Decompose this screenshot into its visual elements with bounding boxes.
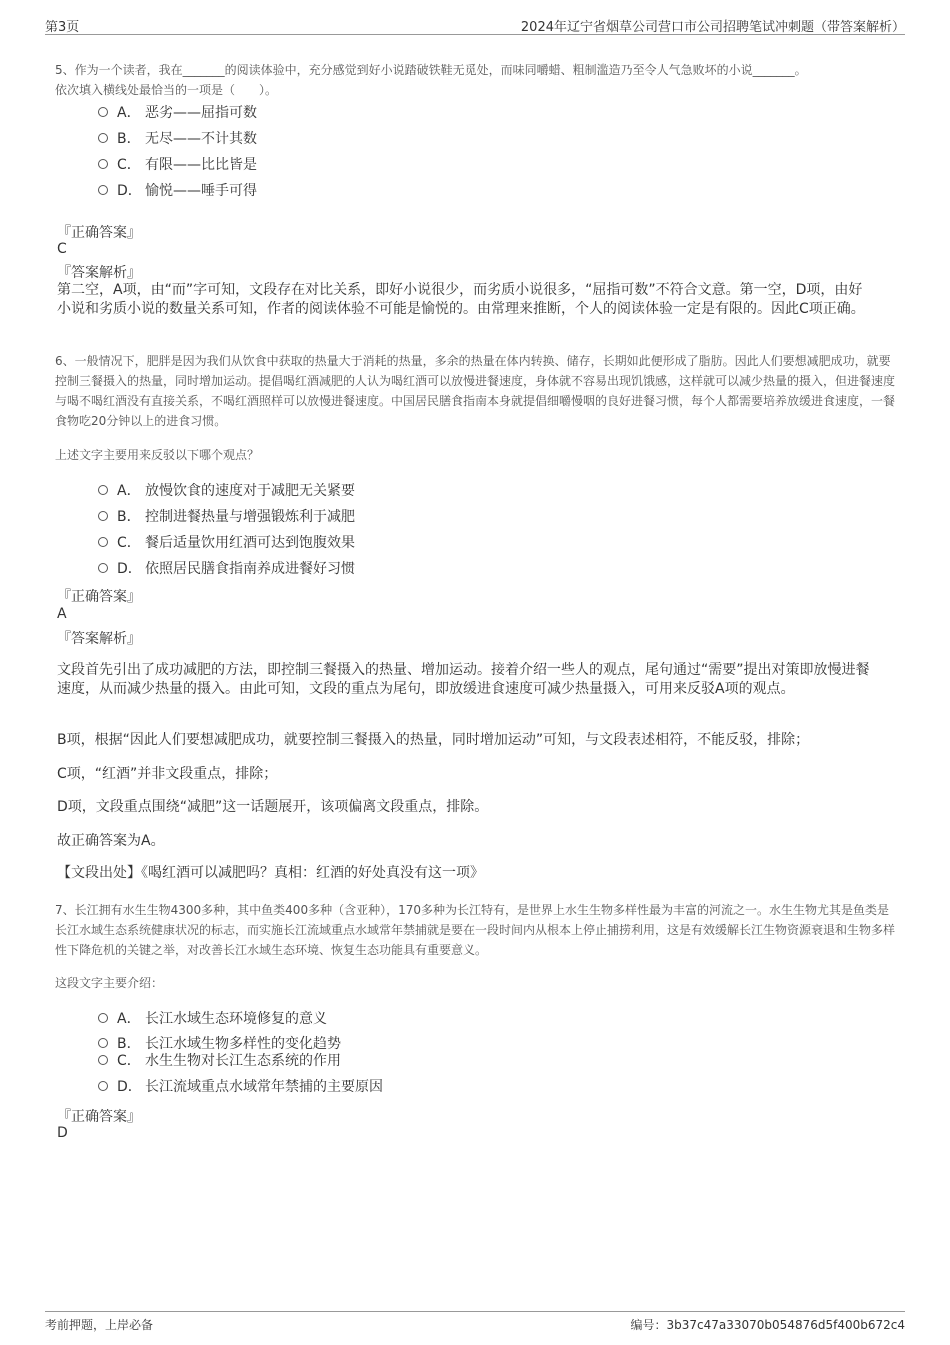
q5-option-a[interactable]: A． 恶劣——屈指可数 <box>98 104 257 122</box>
q7-option-a[interactable]: A． 长江水域生态环境修复的意义 <box>98 1010 327 1028</box>
q6-option-a[interactable]: A． 放慢饮食的速度对于减肥无关紧要 <box>98 482 355 500</box>
q6-prompt: 上述文字主要用来反驳以下哪个观点？ <box>55 448 260 462</box>
q7-answer-label: 『正确答案』 <box>57 1109 141 1125</box>
q5-option-b[interactable]: B． 无尽——不计其数 <box>98 130 257 148</box>
q5-option-c[interactable]: C． 有限——比比皆是 <box>98 156 257 174</box>
radio-icon[interactable] <box>98 485 108 495</box>
q5-answer: C <box>57 241 67 257</box>
radio-icon[interactable] <box>98 159 108 169</box>
q7-answer: D <box>57 1125 68 1141</box>
q5-answer-label: 『正确答案』 <box>57 225 141 241</box>
radio-icon[interactable] <box>98 1038 108 1048</box>
q6-option-c[interactable]: C． 餐后适量饮用红酒可达到饱腹效果 <box>98 534 355 552</box>
document-id: 编号：3b37c47a33070b054876d5f400b672c4 <box>630 1318 905 1332</box>
q7-option-d[interactable]: D． 长江流域重点水域常年禁捕的主要原因 <box>98 1078 383 1096</box>
q5-stem-line1: 5、作为一个读者，我在_______的阅读体验中，充分感觉到好小说踏破铁鞋无觅处，而味同嚼蜡、粗制滥造乃至令人气急败坏的小说_______。 <box>55 63 807 77</box>
radio-icon[interactable] <box>98 107 108 117</box>
radio-icon[interactable] <box>98 133 108 143</box>
q7-prompt: 这段文字主要介绍： <box>55 976 164 990</box>
footer-slogan: 考前押题，上岸必备 <box>45 1318 154 1332</box>
radio-icon[interactable] <box>98 185 108 195</box>
q7-option-b[interactable]: B． 长江水域生物多样性的变化趋势 <box>98 1035 341 1053</box>
q6-analysis-para: B项，根据“因此人们要想减肥成功，就要控制三餐摄入的热量，同时增加运动”可知，与文段表述相符，不能反驳，排除； <box>57 732 810 748</box>
q6-analysis-para: D项，文段重点围绕“减肥”这一话题展开，该项偏离文段重点，排除。 <box>57 799 489 815</box>
radio-icon[interactable] <box>98 1013 108 1023</box>
q6-answer: A <box>57 606 67 622</box>
q6-stem: 6、一般情况下，肥胖是因为我们从饮食中获取的热量大于消耗的热量，多余的热量在体内转换、储存，长期如此便形成了脂肪。因此人们要想减肥成功，就要控制三餐摄入的热量，同时增加运动。提倡喝红酒减肥的人认为喝红酒可以放慢进餐速度，身体就不容易出现饥饿感，这样就可以减少热量的摄入，但进餐速度与喝不喝红酒没有直接关系，不喝红酒照样可以放慢进餐速度。中国居民膳食指南本身就提倡细嚼慢咽的良好进餐习惯，每个人都需要培养放缓进食速度，一餐食物吃20分钟以上的进食习惯。 <box>55 354 896 428</box>
q7-stem: 7、长江拥有水生生物4300多种，其中鱼类400多种（含亚种），170多种为长江特有，是世界上水生生物多样性最为丰富的河流之一。水生生物尤其是鱼类是长江水域生态系统健康状况的标志，而实施长江流域重点水域常年禁捕就是要在一段时间内从根本上停止捕捞利用，这是有效缓解长江生物资源衰退和生物多样性下降危机的关键之举，对改善长江水域生态环境、恢复生态功能具有重要意义。 <box>55 903 896 957</box>
document-title: 2024年辽宁省烟草公司营口市公司招聘笔试冲刺题（带答案解析） <box>520 20 905 35</box>
q6-analysis-para: 文段首先引出了成功减肥的方法，即控制三餐摄入的热量、增加运动。接着介绍一些人的观点，尾句通过“需要”提出对策即放慢进餐速度，从而减少热量的摄入。由此可知，文段的重点为尾句，即放缓进食速度可减少热量摄入，可用来反驳A项的观点。 <box>57 662 870 697</box>
q5-analysis-label: 『答案解析』 <box>57 265 141 281</box>
q6-option-b[interactable]: B． 控制进餐热量与增强锻炼利于减肥 <box>98 508 355 526</box>
q7-option-c[interactable]: C． 水生生物对长江生态系统的作用 <box>98 1052 341 1070</box>
q6-option-d[interactable]: D． 依照居民膳食指南养成进餐好习惯 <box>98 560 355 578</box>
radio-icon[interactable] <box>98 563 108 573</box>
radio-icon[interactable] <box>98 511 108 521</box>
q6-analysis-label: 『答案解析』 <box>57 631 141 647</box>
q5-analysis: 第二空，A项，由“而”字可知，文段存在对比关系，即好小说很少，而劣质小说很多，“屈指可数”不符合文意。第一空，D项，由好小说和劣质小说的数量关系可知，作者的阅读体验不可能是愉悦的。由常理来推断，个人的阅读体验一定是有限的。因此C项正确。 <box>57 282 865 317</box>
radio-icon[interactable] <box>98 537 108 547</box>
q6-analysis-para: 故正确答案为A。 <box>57 833 165 849</box>
radio-icon[interactable] <box>98 1055 108 1065</box>
q6-answer-label: 『正确答案』 <box>57 589 141 605</box>
q6-analysis-para: C项，“红酒”并非文段重点，排除； <box>57 766 278 782</box>
q5-option-d[interactable]: D． 愉悦——唾手可得 <box>98 182 257 200</box>
page-header <box>45 14 905 35</box>
q5-stem-line2: 依次填入横线处最恰当的一项是（ ）。 <box>55 83 278 97</box>
page-footer <box>45 1311 905 1334</box>
q6-source: 【文段出处】《喝红酒可以减肥吗？真相：红酒的好处真没有这一项》 <box>57 865 484 881</box>
radio-icon[interactable] <box>98 1081 108 1091</box>
page-number: 第3页 <box>45 20 80 35</box>
